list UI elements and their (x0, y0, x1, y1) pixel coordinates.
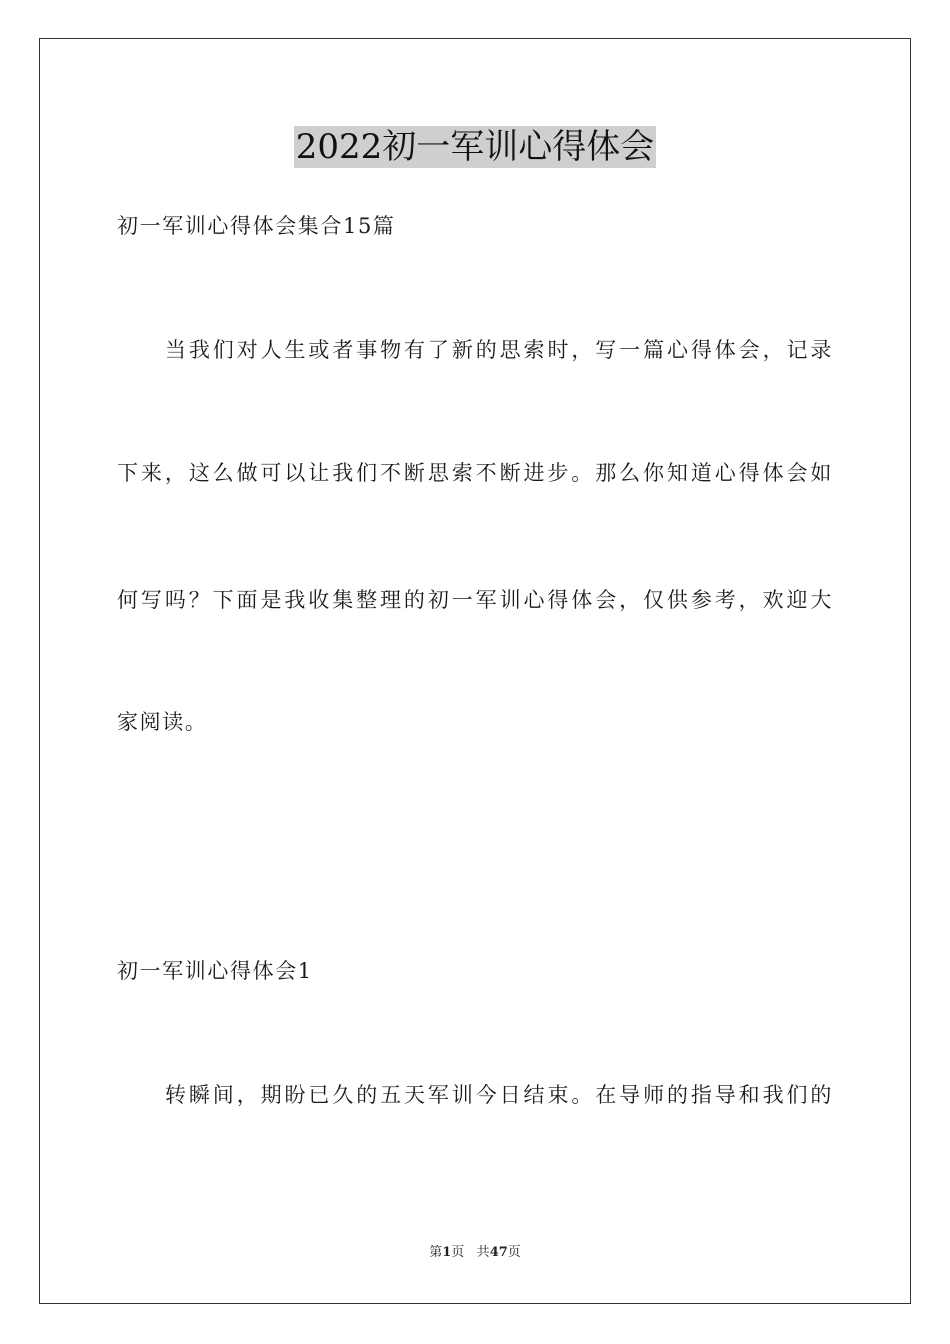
intro-line-4: 家阅读。 (117, 710, 208, 734)
footer-total-pages: 47 (489, 1245, 508, 1260)
intro-line-2: 下来，这么做可以让我们不断思索不断进步。那么你知道心得体会如 (117, 461, 833, 485)
section-heading: 初一军训心得体会1 (117, 959, 313, 983)
document-subtitle: 初一军训心得体会集合15篇 (117, 214, 396, 238)
footer-page-prefix: 第 (429, 1245, 443, 1260)
footer-total-suffix: 页 (507, 1245, 521, 1260)
section-line-1: 转瞬间，期盼已久的五天军训今日结束。在导师的指导和我们的 (165, 1083, 833, 1107)
footer-total-prefix: 共 (476, 1245, 490, 1260)
footer-page-number: 1 (442, 1245, 452, 1260)
page-footer (0, 1244, 950, 1262)
footer-page-suffix: 页 (451, 1245, 465, 1260)
document-title-container (0, 126, 950, 168)
document-title: 2022初一军训心得体会 (295, 127, 655, 167)
intro-line-1: 当我们对人生或者事物有了新的思索时，写一篇心得体会，记录 (165, 338, 833, 362)
intro-line-3: 何写吗？下面是我收集整理的初一军训心得体会，仅供参考，欢迎大 (117, 588, 833, 612)
